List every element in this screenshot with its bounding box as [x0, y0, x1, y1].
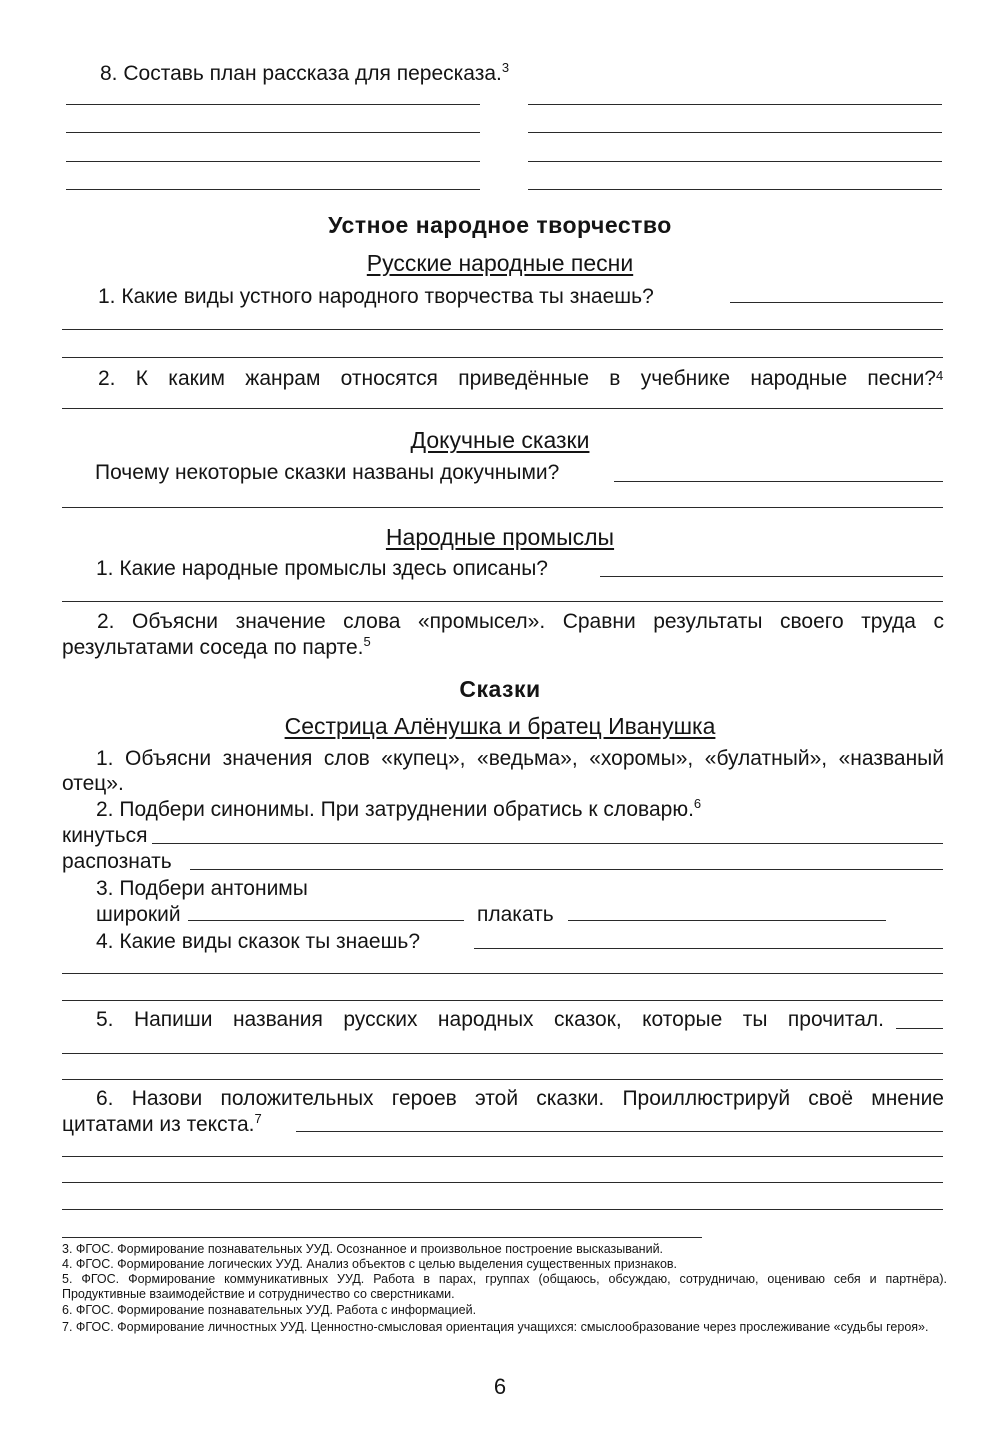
answer-line[interactable] [66, 189, 480, 190]
answer-line[interactable] [528, 189, 942, 190]
tales-question-6-cont: цитатами из текста.$^7$ [62, 1111, 262, 1136]
answer-line[interactable] [190, 869, 943, 870]
tales-question-6: 6. Назови положительных героев этой сказки. Проиллюстрируй своё мнение [96, 1087, 944, 1110]
songs-question-1: 1. Какие виды устного народного творчества ты знаешь? [98, 285, 654, 308]
answer-line[interactable] [152, 843, 943, 844]
footnote-6: 6. ФГОС. Формирование познавательных УУД. Работа с информацией. [62, 1303, 477, 1317]
footnote-4: 4. ФГОС. Формирование логических УУД. Анализ объектов с целью выделения существенных признаков. [62, 1257, 678, 1271]
word-raspoznat: распознать [62, 850, 172, 873]
footnote-3: 3. ФГОС. Формирование познавательных УУД. Осознанное и произвольное построение высказываний. [62, 1242, 664, 1256]
word-shirokiy: широкий [96, 903, 181, 926]
subtitle-alyonushka: Сестрица Алёнушка и братец Иванушка [284, 713, 716, 739]
answer-line[interactable] [614, 481, 943, 482]
answer-line[interactable] [296, 1131, 943, 1132]
footnote-7: 7. ФГОС. Формирование личностных УУД. Ценностно-смысловая ориентация учащихся: смыслообразование через прослеживание «судьбы героя». [62, 1320, 929, 1334]
answer-line[interactable] [62, 357, 943, 358]
answer-line[interactable] [568, 920, 886, 921]
subtitle-folk-crafts: Народные промыслы [385, 524, 615, 550]
answer-line[interactable] [188, 920, 464, 921]
word-plakat: плакать [477, 903, 554, 926]
word-kinutsya: кинуться [62, 824, 148, 847]
answer-line[interactable] [600, 576, 943, 577]
crafts-question-2-cont: результатами соседа по парте.$^5$ [62, 634, 371, 659]
answer-line[interactable] [62, 507, 943, 508]
task-8-prompt: 8. Составь план рассказа для пересказа.$^3$ [100, 60, 510, 85]
tedious-tales-question: Почему некоторые сказки названы докучными? [95, 461, 560, 484]
answer-line[interactable] [528, 161, 942, 162]
answer-line[interactable] [62, 973, 943, 974]
footnote-separator [62, 1237, 702, 1238]
answer-line[interactable] [62, 329, 943, 330]
workbook-page: 8. Составь план рассказа для пересказа.$^3$ Устное народное творчество Русские народные песни 1. Какие виды устного народного творчества ты знаешь? 2. К каким жанрам относятся приведённые в учебнике народные песни? 4 Докучные сказки Почему некоторые сказки названы докучными? Народные промыслы 1. Какие народные промыслы здесь описаны? 2. Объясни значение слова «промысел». Сравни результаты своего труда с результатами соседа по парте.$^5$ Сказки Сестрица Алёнушка и братец Иванушка 1. Объясни значения слов «купец», «ведьма», «хоромы», «булатный», «названый отец». 2. Подбери синонимы. При затруднении обратись к словарю.$^6$ кинуться распознать 3. Подбери антонимы широкий плакать 4. Какие виды сказок ты знаешь? 5. Напиши названия русских народных сказок, которые ты прочитал. 6. Назови положительных героев этой сказки. Проиллюстрируй своё мнение цитатами из текста.$^7$ 3. ФГОС. Формирование познавательных УУД. Осознанное и произвольное построение высказываний. 4. ФГОС. Формирование логических УУД. Анализ объектов с целью выделения существенных признаков. 5. ФГОС. Формирование коммуникативных УУД. Работа в парах, группах (общаюсь, обсуждаю, сотрудничаю, оцениваю себя и партнёра). Продуктивные взаимодействие и сотрудничество со сверстниками. 6. ФГОС. Формирование познавательных УУД. Работа с информацией. 7. ФГОС. Формирование личностных УУД. Ценностно-смысловая ориентация учащихся: смыслообразование через прослеживание «судьбы героя». 6 [0, 0, 1000, 1433]
answer-line[interactable] [66, 132, 480, 133]
answer-line[interactable] [528, 132, 942, 133]
crafts-question-2: 2. Объясни значение слова «промысел». Сравни результаты своего труда с [97, 610, 944, 633]
answer-line[interactable] [62, 601, 943, 602]
subtitle-folk-songs: Русские народные песни [366, 250, 634, 276]
page-number: 6 [493, 1374, 507, 1399]
answer-line[interactable] [730, 302, 943, 303]
answer-line[interactable] [474, 948, 943, 949]
tales-question-5: 5. Напиши названия русских народных сказок, которые ты прочитал. [96, 1008, 884, 1031]
answer-line[interactable] [62, 1182, 943, 1183]
answer-line[interactable] [62, 408, 943, 409]
tales-question-3: 3. Подбери антонимы [96, 877, 308, 900]
answer-line[interactable] [62, 1209, 943, 1210]
answer-line[interactable] [62, 1053, 943, 1054]
answer-line[interactable] [66, 104, 480, 105]
answer-line[interactable] [528, 104, 942, 105]
songs-question-2: 2. К каким жанрам относятся приведённые в учебнике народные песни? [98, 367, 936, 390]
crafts-question-1: 1. Какие народные промыслы здесь описаны? [96, 557, 548, 580]
answer-line[interactable] [896, 1028, 943, 1029]
answer-line[interactable] [62, 1079, 943, 1080]
answer-line[interactable] [62, 1000, 943, 1001]
footnote-5: 5. ФГОС. Формирование коммуникативных УУД. Работа в парах, группах (общаюсь, обсуждаю, сотрудничаю, оцениваю себя и партнёра). Продуктивные взаимодействие и сотрудничество со сверстниками. [62, 1272, 947, 1301]
tales-question-2: 2. Подбери синонимы. При затруднении обратись к словарю.$^6$ [96, 796, 702, 821]
section-title-oral-folk-art: Устное народное творчество [328, 212, 672, 238]
tales-question-1: 1. Объясни значения слов «купец», «ведьма», «хоромы», «булатный», «названый [96, 747, 944, 770]
tales-question-4: 4. Какие виды сказок ты знаешь? [96, 930, 421, 953]
answer-line[interactable] [66, 161, 480, 162]
answer-line[interactable] [62, 1156, 943, 1157]
section-title-tales: Сказки [459, 676, 541, 702]
subtitle-tedious-tales: Докучные сказки [410, 427, 590, 453]
tales-question-1-cont: отец». [62, 772, 124, 795]
